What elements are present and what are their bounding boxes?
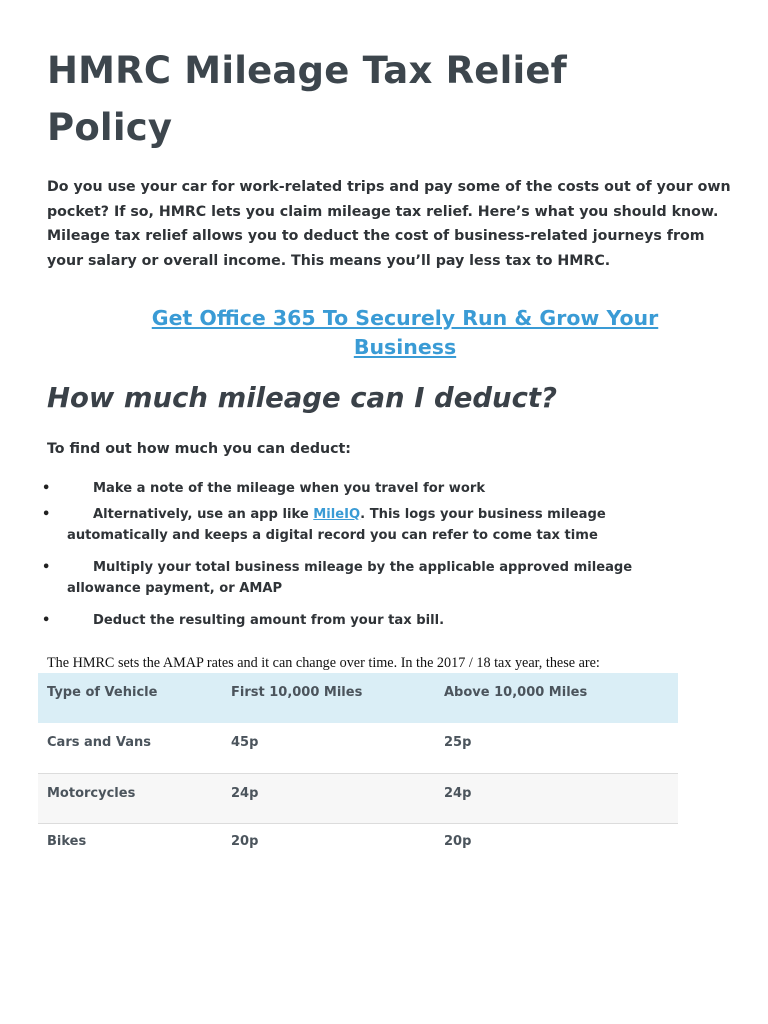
vehicle-type-cell: Bikes	[47, 833, 87, 849]
table-row	[38, 823, 678, 873]
promo-link-line-1[interactable]: Get Office 365 To Securely Run & Grow Your	[151, 306, 659, 330]
list-item	[42, 478, 682, 499]
step-text: Alternatively, use an app like	[93, 507, 314, 522]
column-header-first-10000: First 10,000 Miles	[231, 684, 363, 700]
table-intro-text: The HMRC sets the AMAP rates and it can change over time. In the 2017 / 18 tax year, these are:	[47, 655, 600, 671]
above-10000-rate-cell: 25p	[444, 735, 472, 751]
page-title-line-2: Policy	[47, 106, 173, 149]
table-row	[38, 773, 678, 823]
above-10000-rate-cell: 24p	[444, 785, 472, 801]
step-text: Multiply your total business mileage by the applicable approved mileage allowance payment, or AMAP	[67, 560, 633, 596]
vehicle-type-cell: Cars and Vans	[47, 735, 151, 751]
table-row	[38, 723, 678, 773]
first-10000-rate-cell: 20p	[231, 833, 259, 849]
steps-lead-text: To find out how much you can deduct:	[47, 441, 351, 457]
mileiq-link[interactable]: MileIQ	[313, 507, 361, 522]
promo-link-line-2[interactable]: Business	[353, 335, 457, 359]
steps-list	[42, 478, 682, 631]
first-10000-rate-cell: 45p	[231, 735, 259, 751]
intro-text	[47, 175, 737, 274]
column-header-above-10000: Above 10,000 Miles	[444, 684, 588, 700]
step-text: . This logs your business mileage automatically and keeps a digital record you can refer to come tax time	[67, 507, 606, 543]
bullet-icon: •	[42, 613, 51, 628]
list-item	[42, 610, 682, 631]
bullet-icon: •	[42, 481, 51, 496]
amap-rates-table	[38, 673, 678, 873]
step-text: Make a note of the mileage when you travel for work	[93, 481, 486, 496]
bullet-icon: •	[42, 507, 51, 522]
office-365-promo-link[interactable]	[60, 304, 750, 362]
intro-paragraph-2: Mileage tax relief allows you to deduct the cost of business-related journeys from your salary or overall income. This means you’ll pay less tax to HMRC.	[47, 228, 705, 270]
page-title-line-1: HMRC Mileage Tax Relief	[47, 49, 567, 92]
above-10000-rate-cell: 20p	[444, 833, 472, 849]
vehicle-type-cell: Motorcycles	[47, 785, 136, 801]
intro-paragraph-1: Do you use your car for work-related trips and pay some of the costs out of your own pocket? If so, HMRC lets you claim mileage tax relief. Here’s what you should know.	[47, 179, 731, 220]
first-10000-rate-cell: 24p	[231, 785, 259, 801]
table-header-row	[38, 673, 678, 723]
column-header-vehicle: Type of Vehicle	[47, 684, 158, 700]
section-heading: How much mileage can I deduct?	[47, 382, 558, 414]
list-item	[42, 557, 682, 599]
bullet-icon: •	[42, 560, 51, 575]
step-text: Deduct the resulting amount from your tax bill.	[93, 613, 445, 628]
page-title	[47, 42, 747, 156]
list-item	[42, 504, 682, 546]
